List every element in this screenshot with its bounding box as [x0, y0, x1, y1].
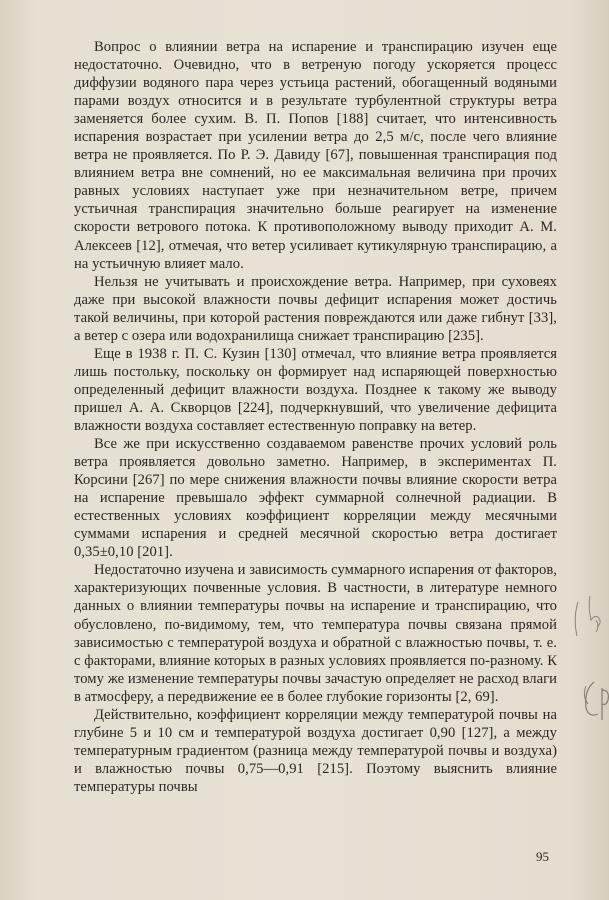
paragraph-6: Действительно, коэффициент корреляции между температурой почвы на глубине 5 и 10 см и температурой воздуха достигает 0,90 [127], а между температурным градиентом (разница между температурой почвы и воздуха) и влажностью почвы 0,75—0,91 [215]. Поэтому выяснить влияние температуры почвы — [74, 706, 557, 795]
margin-pencil-annotation — [572, 590, 609, 740]
paragraph-3: Еще в 1938 г. П. С. Кузин [130] отмечал, что влияние ветра проявляется лишь постольку, поскольку он формирует над испаряющей поверхностью определенный дефицит влажности воздуха. Позднее к такому же выводу пришел А. А. Скворцов [224], подчеркнувший, что увеличение дефицита влажности воздуха составляет естественную поправку на ветер. — [74, 345, 557, 434]
paragraph-4: Все же при искусственно создаваемом равенстве прочих условий роль ветра проявляется довольно заметно. Например, в экспериментах П. Корсини [267] по мере снижения влажности почвы влияние скорости ветра на испарение превышало эффект суммарной солнечной радиации. В естественных условиях коэффициент корреляции между месячными суммами испарения и средней месячной скоростью ветра достигает 0,35±0,10 [201]. — [74, 436, 557, 561]
paragraph-1: Вопрос о влиянии ветра на испарение и транспирацию изучен еще недостаточно. Очевидно, что в ветреную погоду ускоряется процесс диффузии водяного пара через устьица растений, обогащенный водяными парами воздух относится и в результате турбулентной структуры ветра заменяется более сухим. В. П. Попов [188] считает, что интенсивность испарения возрастает при усилении ветра до 2,5 м/с, после чего влияние ветра не проявляется. По Р. Э. Давиду [67], повышенная транспирация под влиянием ветра вне сомнений, но ее максимальная величина при прочих равных условиях наступает уже при незначительном ветре, причем устьичная транспирация значительно больше реагирует на изменение скорости ветрового потока. К противоположному выводу приходит А. М. Алексеев [12], отмечая, что ветер усиливает кутикулярную транспирацию, а на устьичную влияет мало. — [74, 39, 557, 272]
body-text — [74, 38, 557, 796]
paragraph-5: Недостаточно изучена и зависимость суммарного испарения от факторов, характеризующих почвенные условия. В частности, в литературе немного данных о влиянии температуры почвы на испарение и транспирацию, что обусловлено, по-видимому, тем, что температура почвы связана прямой зависимостью с температурой воздуха и обратной с влажностью почвы, т. е. с факторами, влияние которых в разных условиях проявляется по-разному. К тому же изменение температуры почвы зачастую определяет не расход влаги в атмосферу, а передвижение ее в более глубокие горизонты [2, 69]. — [74, 562, 557, 705]
page-number: 95 — [536, 849, 549, 864]
paragraph-2: Нельзя не учитывать и происхождение ветра. Например, при суховеях даже при высокой влажности почвы дефицит испарения может достичь такой величины, при которой растения повреждаются или даже гибнут [33], а ветер с озера или водохранилища снижает транспирацию [235]. — [74, 273, 557, 344]
